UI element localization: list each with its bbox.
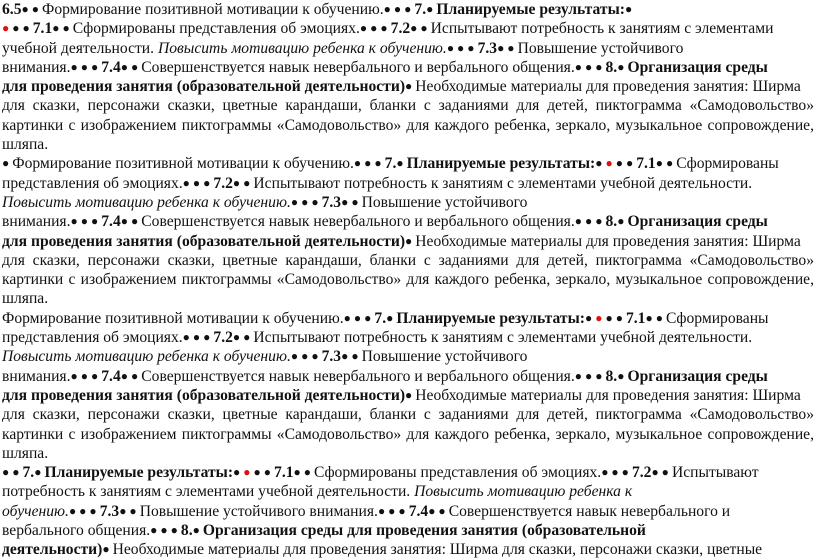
text-run: Совершенствуется навык невербального и [448, 502, 731, 520]
text-run: шляпа. [2, 444, 49, 462]
bullet-icon: ● [595, 156, 606, 171]
bullet-icon: ● [233, 465, 244, 480]
bullet-icon: ● [617, 214, 628, 229]
text-line [2, 347, 814, 366]
bullet-icon: ● [405, 233, 416, 248]
text-run: деятельности) [2, 541, 103, 559]
text-run: представления об эмоциях. [2, 174, 183, 192]
text-run: шляпа. [2, 290, 49, 308]
text-line [2, 367, 814, 386]
bullet-icon: ● [192, 523, 203, 538]
text-run: для сказки, персонажи сказки, цветные карандаши, бланки с заданиями для детей, пиктограмма «Самодовольство» [2, 97, 814, 115]
bullet-icon: ● ● [12, 21, 33, 36]
bullet-icon: ● ● [341, 349, 362, 364]
text-line [2, 386, 814, 405]
text-run: Испытывают потребность к занятиям с элементами [430, 20, 774, 38]
text-line [2, 309, 814, 328]
text-run: 7.4 [408, 502, 429, 520]
bullet-icon: ● [605, 156, 616, 171]
bullet-icon: ● [584, 310, 596, 325]
bullet-icon: ● [396, 156, 407, 171]
text-run: Повысить мотивацию ребенка к обучению. [2, 348, 291, 366]
bullet-icon: ● [102, 542, 113, 557]
text-run: Совершенствуется навык невербального и вербального общения. [141, 58, 575, 76]
bullet-icon: ● ● [293, 465, 315, 480]
text-line [2, 39, 814, 58]
bullet-icon: ● [2, 21, 13, 36]
text-run: для проведения занятия (образовательной деятельности) [2, 386, 406, 404]
text-run: Совершенствуется навык невербального и вербального общения. [141, 213, 575, 231]
bullet-icon: ● ● ● [182, 175, 214, 190]
text-run: Организация среды [627, 58, 768, 76]
text-run: 7.2 [390, 20, 411, 38]
bullet-icon: ● ● [497, 40, 518, 55]
text-run: 7.1 [636, 155, 656, 173]
text-run: 7.1 [625, 309, 646, 327]
text-run: 7.3 [321, 348, 342, 366]
bullet-icon: ● ● [253, 465, 275, 480]
text-run: 7.2 [631, 464, 652, 482]
bullet-icon: ● ● [119, 503, 140, 518]
text-line [2, 96, 814, 115]
text-run: Организация среды для проведения занятия (образовательной [202, 522, 646, 540]
text-run: 7.2 [213, 174, 233, 192]
text-run: Планируемые результаты: [396, 309, 585, 327]
text-run: Сформированы [665, 309, 769, 327]
text-run: Сформированы представления об эмоциях. [314, 464, 602, 482]
text-run: 7.4 [101, 367, 121, 385]
text-run: 8. [180, 522, 193, 540]
text-run: Формирование позитивной мотивации к обучению. [2, 309, 344, 327]
text-run: 7.4 [101, 58, 121, 76]
bullet-icon: ● ● ● [68, 503, 100, 518]
text-run: 7.1 [32, 20, 53, 38]
text-line [2, 405, 814, 424]
bullet-icon: ● [617, 59, 628, 74]
text-line [2, 425, 814, 444]
text-run: Повышение устойчивого [361, 193, 528, 211]
bullet-icon: ● ● ● [343, 310, 375, 325]
bullet-icon: ● ● ● [446, 40, 478, 55]
text-run: для проведения занятия (образовательной деятельности) [2, 232, 406, 250]
bullet-icon: ● ● [2, 465, 23, 480]
bullet-icon: ● [426, 2, 437, 16]
text-run: Планируемые результаты: [406, 155, 596, 173]
text-run: Необходимые материалы для проведения занятия: Ширма [415, 78, 801, 96]
bullet-icon: ● ● ● [574, 59, 606, 74]
text-line [2, 19, 814, 38]
text-run: представления об эмоциях. [2, 329, 183, 347]
bullet-icon: ● ● [21, 2, 42, 16]
text-run: обучению. [2, 502, 69, 520]
text-run: потребность к занятиям с элементами учебной деятельности. [2, 483, 415, 501]
bullet-icon: ● ● ● [70, 214, 102, 229]
bullet-icon: ● [617, 368, 628, 383]
text-run: Сформированы [676, 155, 779, 173]
text-line [2, 174, 814, 193]
text-run: внимания. [2, 58, 71, 76]
bullet-icon: ● [243, 465, 254, 480]
text-run: 7. [384, 155, 397, 173]
bullet-icon: ● [2, 156, 13, 171]
bullet-icon: ● ● [232, 330, 254, 345]
text-run: Повысить мотивацию ребенка к [414, 483, 633, 501]
text-run: картинки с изображением пиктограммы «Самодовольство» для каждого ребенка, зеркало, музыкальное сопровождение, [2, 271, 814, 289]
bullet-icon: ● ● [120, 368, 142, 383]
bullet-icon: ● [624, 2, 633, 16]
text-run: для проведения занятия (образовательной деятельности) [2, 78, 406, 96]
text-run: Сформированы представления об эмоциях. [72, 20, 360, 38]
text-line [2, 154, 814, 173]
bullet-icon: ● [405, 387, 416, 402]
text-run: 8. [605, 367, 618, 385]
bullet-icon: ● ● [605, 310, 626, 325]
text-line [2, 502, 814, 521]
bullet-icon: ● ● [655, 156, 677, 171]
text-line [2, 58, 814, 77]
bullet-icon: ● [386, 310, 397, 325]
text-line [2, 77, 814, 96]
text-run: Испытывают потребность к занятиям с элементами учебной деятельности. [253, 174, 753, 192]
text-run: 7.3 [321, 193, 342, 211]
text-run: Повышение устойчивого [361, 348, 528, 366]
text-run: картинки с изображением пиктограммы «Самодовольство» для каждого ребенка, зеркало, музыкальное сопровождение, [2, 425, 814, 443]
bullet-icon: ● ● ● [601, 465, 632, 480]
text-line [2, 270, 814, 289]
text-run: 7. [22, 464, 35, 482]
text-run: 7.1 [274, 464, 294, 482]
text-line [2, 0, 814, 19]
text-run: Совершенствуется навык невербального и вербального общения. [141, 367, 575, 385]
text-run: для сказки, персонажи сказки, цветные карандаши, бланки с заданиями для детей, пиктограмма «Самодовольство» [2, 251, 814, 269]
text-run: внимания. [2, 367, 71, 385]
text-line [2, 540, 814, 559]
bullet-icon: ● ● ● [182, 330, 214, 345]
text-line [2, 232, 814, 251]
text-run: 8. [605, 58, 618, 76]
bullet-icon: ● ● ● [70, 368, 102, 383]
text-run: Необходимые материалы для проведения занятия: Ширма [415, 232, 801, 250]
bullet-icon: ● ● ● [359, 21, 391, 36]
text-run: 7.3 [477, 39, 498, 57]
text-line [2, 521, 814, 540]
bullet-icon: ● ● [645, 310, 666, 325]
bullet-icon: ● ● [651, 465, 672, 480]
text-line [2, 463, 814, 482]
text-run: Повышение устойчивого [517, 39, 684, 57]
text-run: вербального общения. [2, 522, 151, 540]
text-line [2, 116, 814, 135]
text-line [2, 444, 814, 463]
text-line [2, 482, 814, 501]
bullet-icon: ● ● ● [150, 523, 181, 538]
text-run: 7. [374, 309, 387, 327]
bullet-icon: ● ● ● [290, 349, 322, 364]
bullet-icon: ● ● ● [70, 59, 102, 74]
text-run: учебной деятельности. [2, 39, 158, 57]
bullet-icon: ● ● ● [353, 156, 385, 171]
bullet-icon: ● [34, 465, 45, 480]
text-line [2, 193, 814, 212]
text-run: Повысить мотивацию ребенка к обучению. [157, 39, 447, 57]
bullet-icon: ● ● ● [574, 368, 606, 383]
text-line [2, 135, 814, 154]
text-run: Формирование позитивной мотивации к обучению. [12, 155, 354, 173]
text-line [2, 328, 814, 347]
text-run: Испытывают потребность к занятиям с элементами учебной деятельности. [253, 329, 753, 347]
text-line [2, 289, 814, 308]
bullet-icon: ● ● ● [383, 2, 415, 16]
bullet-icon: ● [595, 310, 606, 325]
bullet-icon: ● ● ● [574, 214, 606, 229]
bullet-icon: ● ● [428, 503, 449, 518]
text-run: Повысить мотивацию ребенка к обучению. [2, 193, 291, 211]
text-run: 7.2 [213, 329, 233, 347]
bullet-icon: ● ● [120, 59, 142, 74]
text-run: 6.5 [2, 1, 22, 18]
text-run: 8. [605, 213, 618, 231]
text-run: шляпа. [2, 136, 49, 154]
text-run: картинки с изображением пиктограммы «Самодовольство» для каждого ребенка, зеркало, музыкальное сопровождение, [2, 116, 814, 134]
text-line [2, 212, 814, 231]
text-run: Необходимые материалы для проведения занятия: Ширма [415, 386, 801, 404]
text-run: Испытывают [671, 464, 759, 482]
bullet-icon: ● ● ● [290, 194, 322, 209]
text-run: Необходимые материалы для проведения занятия: Ширма для сказки, персонажи сказки, цветные [112, 541, 763, 559]
text-run: Организация среды [627, 213, 768, 231]
bullet-icon: ● ● [232, 175, 254, 190]
text-run: Повышение устойчивого внимания. [139, 502, 378, 520]
text-run: внимания. [2, 213, 71, 231]
text-run: Формирование позитивной мотивации к обучению. [42, 1, 384, 18]
bullet-icon: ● [405, 79, 416, 94]
bullet-icon: ● ● [120, 214, 142, 229]
text-line [2, 251, 814, 270]
text-run: Планируемые результаты: [44, 464, 234, 482]
text-run: для сказки, персонажи сказки, цветные карандаши, бланки с заданиями для детей, пиктограмма «Самодовольство» [2, 406, 814, 424]
text-run: 7. [414, 1, 427, 18]
bullet-icon: ● ● [410, 21, 431, 36]
bullet-icon: ● ● ● [377, 503, 409, 518]
text-run: 7.4 [101, 213, 121, 231]
bullet-icon: ● ● [615, 156, 637, 171]
text-run: Планируемые результаты: [436, 1, 625, 18]
bullet-icon: ● ● [341, 194, 362, 209]
text-run: 7.3 [99, 502, 120, 520]
bullet-icon: ● ● [52, 21, 73, 36]
text-run: Организация среды [627, 367, 768, 385]
